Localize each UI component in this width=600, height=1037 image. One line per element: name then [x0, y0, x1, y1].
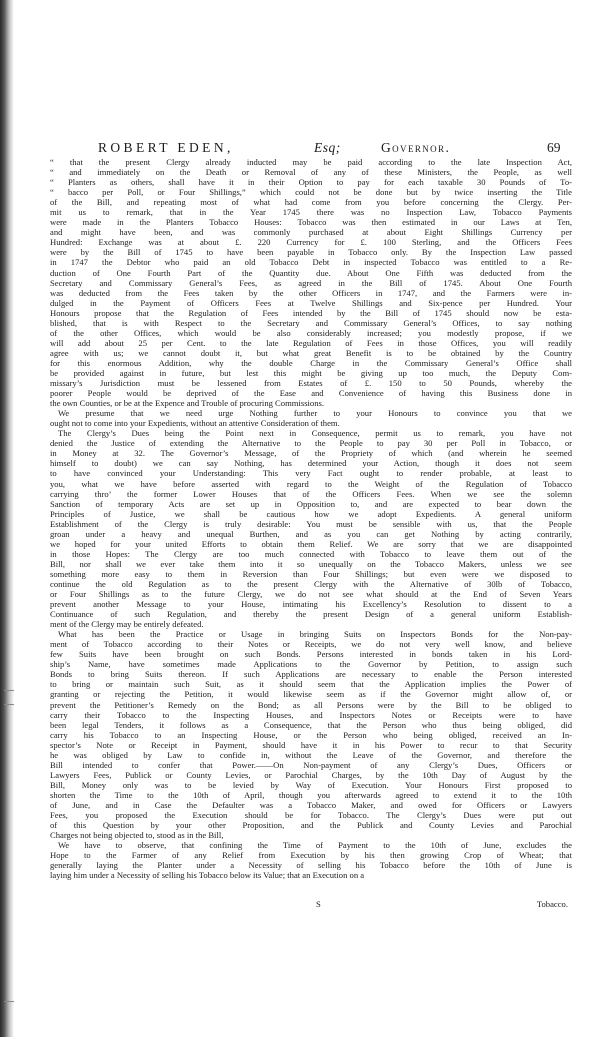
text-line: be provided against in future, but lest this might be giving up too much, the Deputy Com- [50, 367, 572, 378]
edge-speck [4, 704, 14, 705]
paragraph [50, 157, 572, 408]
running-head-office: Governor. [381, 140, 451, 155]
text-line: of the other Offices, which would be also considerably increased; you modestly propose, if we [50, 327, 572, 338]
text-line: “ Planters as others, shall have it in their Option to pay for each taxable 30 Pounds of To- [50, 177, 572, 188]
text-line: groan under a heavy and unequal Burthen, and as you can get Nothing by acting contrarily, [50, 528, 572, 539]
text-line: for this enormous Addition, why the double Charge in the Commissary General’s Office shall [50, 357, 572, 368]
text-line: were made in the Planters Tobacco Houses: Tobacco was then estimated in our Laws at Ten, [50, 217, 572, 228]
text-line: prevent the Petitioner’s Remedy on the Bond; as all Persons were by the Bill to be obliged to [50, 699, 572, 710]
document-page [50, 0, 572, 1037]
text-line: of June, and in Case the Defaulter was a Tobacco Maker, and owed for Officers or Lawyers [50, 800, 572, 810]
text-line: been legal Tenders, it follows as a Consequence, that the Person who thus being obliged, did [50, 719, 572, 730]
text-line: few Suits have been brought on such Bonds. Persons interested in bonds taken in his Lord- [50, 649, 572, 660]
text-line: ment of Tobacco according to their Notes or Receipts, we do not very well know, and believe [50, 639, 572, 650]
text-line: you, what we have before asserted with regard to the Weight of the Regulation of Tobacco [50, 478, 572, 489]
text-line: laying him under a Necessity of selling his Tobacco below its Value; that an Execution on a [50, 870, 365, 881]
page-left-edge-shadow [0, 0, 14, 1037]
running-head-name: ROBERT EDEN, [98, 140, 234, 155]
text-line: “ and immediately on the Death or Removal of any of these Ministers, the People, as well [50, 167, 572, 178]
text-line: What has been the Practice or Usage in bringing Suits on Inspectors Bonds for the Non-pay- [58, 629, 572, 640]
text-line: Charges not being objected to, stood as in the Bill, [50, 830, 224, 841]
text-line: Establishment of the Clergy is truly desirable: You must be sensible with us, that the People [50, 518, 572, 529]
text-line: Hundred: Exchange was at about £. 220 Currency for £. 100 Sterling, and the Officers Fees [50, 237, 572, 248]
text-line: Fees, you proposed the Execution should be for Tobacco. The Clergy’s Dues were put out [50, 810, 572, 821]
text-line: We presume that we need urge Nothing further to your Honours to convince you that we [58, 408, 572, 419]
text-line: Continuance of such Regulation, and thereby the present Design of a general uniform Establish- [50, 609, 572, 620]
text-line: Lawyers Fees, Publick or County Levies, or Parochial Charges, by the 10th Day of August by the [50, 769, 572, 780]
text-line: Bill, nor shall we ever take them into it so unequally on the Tobacco Makers, unless we see [50, 558, 572, 569]
edge-speck [4, 690, 14, 691]
text-line: will add about 25 per Cent. to the late Regulation of Fees in those Offices, you will readily [50, 337, 572, 348]
text-line: we hoped for your united Efforts to obtain them Relief. We are sorry that we are disappointed [50, 538, 572, 549]
text-line: granting or rejecting the Petition, it would likewise seem as if the Governor might allow of, or [50, 689, 572, 700]
text-line: blished, that is with Respect to the Secretary and Commissary General’s Offices, to say nothing [50, 317, 572, 328]
paragraph [50, 840, 572, 880]
text-line: prevent another Message to your House, intimating his Excellency’s Resolution to dissent to a [50, 599, 572, 610]
text-line: himself to doubt) we can say Nothing, has determined your Action, though it does not seem [50, 458, 572, 469]
running-head-title: Esq; [314, 140, 341, 155]
text-line: Bonds to bring Suits thereon. If such Applications are necessary to enable the Person interested [50, 669, 572, 680]
text-line: poorer People would be deprived of the Ease and Convenience of having this Business done in [50, 388, 572, 399]
text-line: agree with us; we cannot doubt it, but what great Benefit is to be obtained by the Country [50, 347, 572, 358]
paragraph [50, 428, 572, 629]
text-line: carrying thro’ the former Lower Houses that of the Officers Fees. When we see the solemn [50, 488, 572, 499]
text-line: Bill intended to confer that Power.——On Non-payment of any Clergy’s Dues, Officers or [50, 759, 572, 770]
text-line: generally laying the Planter under a Necessity of selling his Tobacco before the 10th of June is [50, 860, 572, 871]
text-line: something more easy to them in Reversion than Four Shillings; but even were we disposed to [50, 568, 572, 579]
text-line: of the Bill, and repeating most of what had come from you before concerning the Clergy. Per- [50, 197, 572, 208]
edge-speck [4, 1001, 14, 1002]
text-line: We have to observe, that confining the Time of Payment to the 10th of June, excludes the [58, 840, 572, 851]
text-line: or Four Shillings as to the future Clergy, we do not see what should at the End of Seven Years [50, 589, 572, 600]
text-line: carry their Tobacco to the Inspecting Houses, and Inspectors Notes or Receipts were to have [50, 709, 572, 720]
paragraph [50, 408, 572, 428]
text-line: “ that the present Clergy already inducted may be paid according to the late Inspection Act, [50, 157, 572, 167]
catchline [50, 898, 572, 910]
text-line: continue the old Regulation as to the present Clergy with the Alternative of 30lb of Tobacco, [50, 578, 572, 589]
text-line: dulged in the Payment of Officers Fees at Twelve Shillings and Six-pence per Hundred. Your [50, 297, 572, 308]
text-line: were by the Bill of 1745 to have been payable in Tobacco only. By the Inspection Law passed [50, 247, 572, 258]
text-line: ought not to come into your Expedients, without an attentive Consideration of them. [50, 418, 340, 429]
text-line: was deducted from the Fees taken by the other Officers in 1747, and the Farmers were in- [50, 287, 572, 298]
text-line: Principles of Justice, we shall be cautious how we adopt Expedients. A general uniform [50, 508, 572, 519]
text-line: in those Hopes: The Clergy are too much connected with Tobacco to leave them out of the [50, 548, 572, 559]
text-line: the own Counties, or be at the Expence and Trouble of procuring Commissions. [50, 398, 325, 409]
text-line: Honours propose that the Regulation of Fees intended by the Bill of 1745 should now be esta- [50, 307, 572, 318]
text-line: to have convinced your Understanding: This very Fact ought to render probable, at least to [50, 468, 572, 479]
text-line: ship’s Name, have sometimes made Applications to the Governor by Petition, to assign such [50, 659, 572, 670]
text-line: he was obliged by Law to confide in, without the Leave of the Governor, and therefore the [50, 749, 572, 760]
text-line: shorten the Time to the 10th of April, though you afterwards agreed to extend it to the 10th [50, 789, 572, 800]
text-line: The Clergy’s Dues being the Point next in Consequence, permit us to remark, you have not [58, 428, 572, 439]
text-line: to bring or maintain such Suit, as it should seem that the Application implies the Power of [50, 679, 572, 690]
text-line: ment of the Clergy may be entirely defeated. [50, 619, 204, 630]
text-line: “ bacco per Poll, or Four Shillings,” which could not be done but by twice inserting the Title [50, 187, 572, 198]
text-line: missary’s Jurisdiction must be lessened from Estates of £. 150 to 50 Pounds, whereby the [50, 378, 572, 389]
text-line: mit us to remark, that in the Year 1745 there was no Inspection Law, Tobacco Payments [50, 207, 572, 218]
text-line: and might have been, and was commonly purchased at about Eight Shillings Currency per [50, 227, 572, 238]
signature-mark: S [316, 899, 321, 909]
text-line: in Money at 32. The Governor’s Message, of the Propriety of which (and wherein he seemed [50, 448, 572, 459]
text-line: spector’s Note or Receipt in Payment, should have it in his Power to recur to that Security [50, 739, 572, 750]
text-line: Secretary and Commissary General’s Fees, as agreed in the Bill of 1745. About One Fourth [50, 277, 572, 288]
text-line: Sanction of temporary Acts are set up in Opposition to, and are expected to bear down the [50, 498, 572, 509]
text-line: in 1747 the Debtor who paid an old Tobacco Debt in inspected Tobacco was entitled to a Re- [50, 257, 572, 268]
text-line: denied the Justice of extending the Alternative to the People to pay 30 per Poll in Tobacco, or [50, 438, 572, 449]
catchword: Tobacco. [536, 899, 568, 909]
paragraph [50, 629, 572, 840]
text-line: of this Question by your other Proposition, and the Publick and County Levies and Parochial [50, 820, 572, 831]
text-line: carry his Tobacco to an Inspecting House, or the Person who being obliged, received an In- [50, 729, 572, 740]
text-line: Bill, Money only was to be levied by Way of Execution. Your Honours First proposed to [50, 779, 572, 790]
text-line: Hope to the Farmer of any Relief from Execution by his then growing Crop of Wheat; that [50, 850, 572, 861]
text-line: duction of One Fourth Part of the Quantity due. About One Fifth was deducted from the [50, 267, 572, 278]
page-number: 69 [547, 140, 561, 155]
body-text [50, 157, 572, 880]
